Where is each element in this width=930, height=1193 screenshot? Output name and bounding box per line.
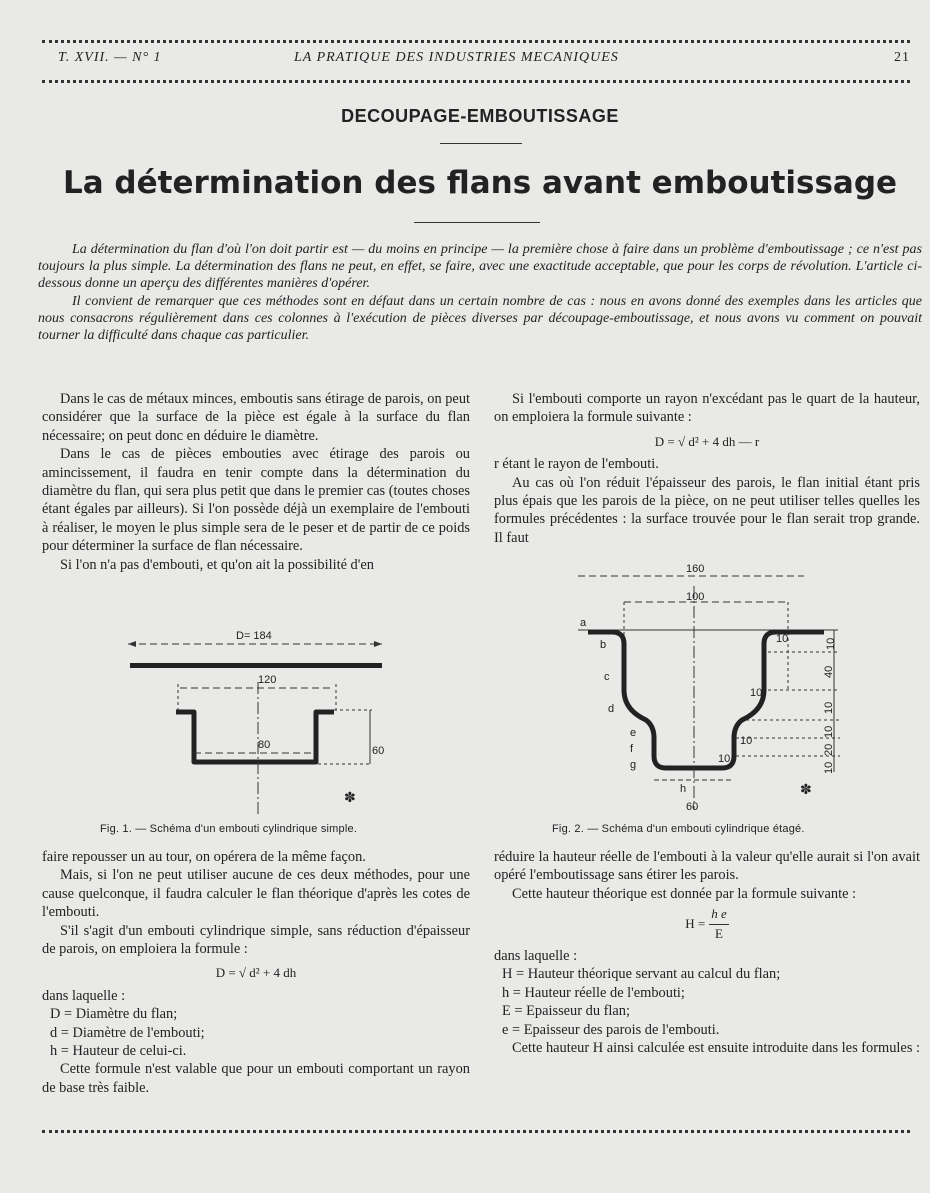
dim-label-60: 60 xyxy=(686,801,699,813)
formula: D = √ d² + 4 dh — r xyxy=(654,433,760,449)
paragraph: r étant le rayon de l'embouti. xyxy=(494,456,659,473)
dim-label-100: 100 xyxy=(686,591,705,603)
radius-label-10: 10 xyxy=(740,735,753,747)
paragraph: Mais, si l'on ne peut utiliser aucune de ces deux méthodes, pour une cause quelconque, il faudra calculer le flan théorique d'après les cotes de l'embouti. xyxy=(42,867,470,921)
label-b: b xyxy=(600,639,607,651)
volume-number: T. XVII. — N° 1 xyxy=(58,50,162,65)
vertical-label-10: 10 xyxy=(823,701,835,714)
paragraph: Cette formule n'est valable que pour un embouti comportant un rayon de base très faible. xyxy=(42,1061,470,1096)
fraction-denominator: E xyxy=(715,925,723,941)
cup-profile xyxy=(176,712,334,762)
label-g: g xyxy=(630,759,637,771)
definition: E = Epaisseur du flan; xyxy=(502,1003,631,1020)
definition-list xyxy=(494,965,920,1039)
definition: d = Diamètre de l'embouti; xyxy=(50,1024,205,1041)
intro-paragraph: La détermination du flan d'où l'on doit partir est — du moins en principe — la première chose à faire dans un problème d'emboutissage ; ce n'est pas toujours la plus simple. La détermination des flans ne peut, en effet, se faire, avec une exactitude acceptable, que pour les corps de révolution. L'article ci-dessous donne un aperçu des différentes manières d'opérer. xyxy=(38,242,922,292)
arrowhead xyxy=(128,641,136,647)
paragraph: faire repousser un au tour, on opérera de la même façon. xyxy=(42,849,366,865)
column-right-bottom xyxy=(494,848,920,1057)
definition: h = Hauteur de celui-ci. xyxy=(50,1043,187,1060)
paragraph: Cette hauteur théorique est donnée par la formule suivante : xyxy=(512,885,857,902)
vertical-label-20: 20 xyxy=(823,743,835,756)
dim-label-60: 60 xyxy=(372,745,385,757)
paragraph: Si l'embouti comporte un rayon n'excédant pas le quart de la hauteur, on emploiera la formule suivante : xyxy=(494,391,920,426)
dim-label-120: 120 xyxy=(258,674,277,686)
label-d: d xyxy=(608,703,615,715)
intro-paragraph: Il convient de remarquer que ces méthodes sont en défaut dans un certain nombre de cas : nous en avons donné des exemples dans les articles que nous consacrons régulièrement dans ces colonnes à l'exécution de pièces diverses par découpage-emboutissage, et nous avons vu comment on pouvait tourner la difficulté dans chaque cas particulier. xyxy=(38,293,922,344)
article-title: La détermination des flans avant emboutissage xyxy=(62,165,898,201)
label-c: c xyxy=(604,671,610,683)
fraction xyxy=(709,905,729,943)
definition: e = Epaisseur des parois de l'embouti. xyxy=(502,1021,720,1038)
intro-block xyxy=(38,241,922,344)
paragraph: Cette hauteur H ainsi calculée est ensuite introduite dans les formules : xyxy=(512,1040,921,1057)
definition-list xyxy=(42,1005,470,1060)
figure-2-caption: Fig. 2. — Schéma d'un embouti cylindrique étagé. xyxy=(552,823,805,835)
definition: D = Diamètre du flan; xyxy=(50,1006,178,1023)
dim-label-184: D= 184 xyxy=(236,630,272,642)
bottom-dotted-rule xyxy=(42,1130,910,1133)
paragraph: dans laquelle : xyxy=(42,987,126,1004)
figure-1-caption: Fig. 1. — Schéma d'un embouti cylindrique simple. xyxy=(100,823,358,835)
label-a: a xyxy=(580,617,587,629)
section-heading: DECOUPAGE-EMBOUTISSAGE xyxy=(341,106,619,126)
journal-title: LA PRATIQUE DES INDUSTRIES MECANIQUES xyxy=(294,50,619,65)
blank-plate xyxy=(130,663,382,668)
definition: h = Hauteur réelle de l'embouti; xyxy=(502,984,685,1001)
paragraph: Dans le cas de métaux minces, emboutis sans étirage de parois, on peut considérer que la surface de la pièce est égale à la surface du flan nécessaire; on peut donc en déduire le diamètre. xyxy=(42,391,471,444)
formula xyxy=(494,905,920,943)
section-rule xyxy=(440,143,522,144)
vertical-label-10: 10 xyxy=(823,725,835,738)
vertical-label-10: 10 xyxy=(823,761,835,774)
formula: D = √ d² + 4 dh xyxy=(215,965,297,981)
definition: H = Hauteur théorique servant au calcul du flan; xyxy=(502,966,781,983)
figure-1-diagram xyxy=(120,622,400,818)
monogram-mark: ✽ xyxy=(800,781,812,797)
paragraph: réduire la hauteur réelle de l'embouti à la valeur qu'elle aurait si l'on avait opéré l'emboutissage sans étirer les parois. xyxy=(494,849,920,884)
fraction-numerator: h e xyxy=(709,905,729,924)
dim-label-80: 80 xyxy=(258,739,271,751)
label-e: e xyxy=(630,727,637,739)
paragraph: Si l'on n'a pas d'embouti, et qu'on ait la possibilité d'en xyxy=(60,556,374,573)
radius-label-10: 10 xyxy=(718,753,731,765)
page-number: 21 xyxy=(894,50,910,65)
radius-label-10: 10 xyxy=(750,687,763,699)
figure-2-diagram xyxy=(568,560,848,822)
label-h: h xyxy=(680,783,687,795)
formula-lhs: H = xyxy=(685,915,706,931)
dim-label-160: 160 xyxy=(686,563,705,575)
column-right-top xyxy=(494,390,920,547)
vertical-label-10: 10 xyxy=(825,637,837,650)
column-left-bottom xyxy=(42,848,470,1097)
paragraph: Au cas où l'on réduit l'épaisseur des parois, le flan initial étant pris plus épais que les parois de la pièce, on ne peut utiliser telles quelles les formules précédentes : la surface trouvée pour le flan serait trop grande. Il faut xyxy=(494,474,920,546)
header-dotted-rule xyxy=(42,80,910,83)
label-f: f xyxy=(630,743,634,755)
column-left-top xyxy=(42,390,470,574)
radius-label-10: 10 xyxy=(776,633,789,645)
paragraph: dans laquelle : xyxy=(494,948,578,965)
paragraph: S'il s'agit d'un embouti cylindrique simple, sans réduction d'épaisseur de parois, on emploiera la formule : xyxy=(42,922,470,958)
paragraph: Dans le cas de pièces embouties avec étirage des parois ou amincissement, il faudra en tenir compte dans la détermination du diamètre du flan, qui sera plus petit que dans le premier cas (toutes choses étant égales par ailleurs). Si l'on possède déjà un exemplaire de l'embouti à réaliser, le moyen le plus simple sera de le peser et de partir de ce poids pour déterminer la surface de flan nécessaire. xyxy=(42,446,470,555)
top-dotted-rule xyxy=(42,40,910,43)
vertical-label-40: 40 xyxy=(823,665,835,678)
monogram-mark: ✽ xyxy=(344,789,356,805)
title-rule xyxy=(414,222,540,223)
arrowhead xyxy=(374,641,382,647)
